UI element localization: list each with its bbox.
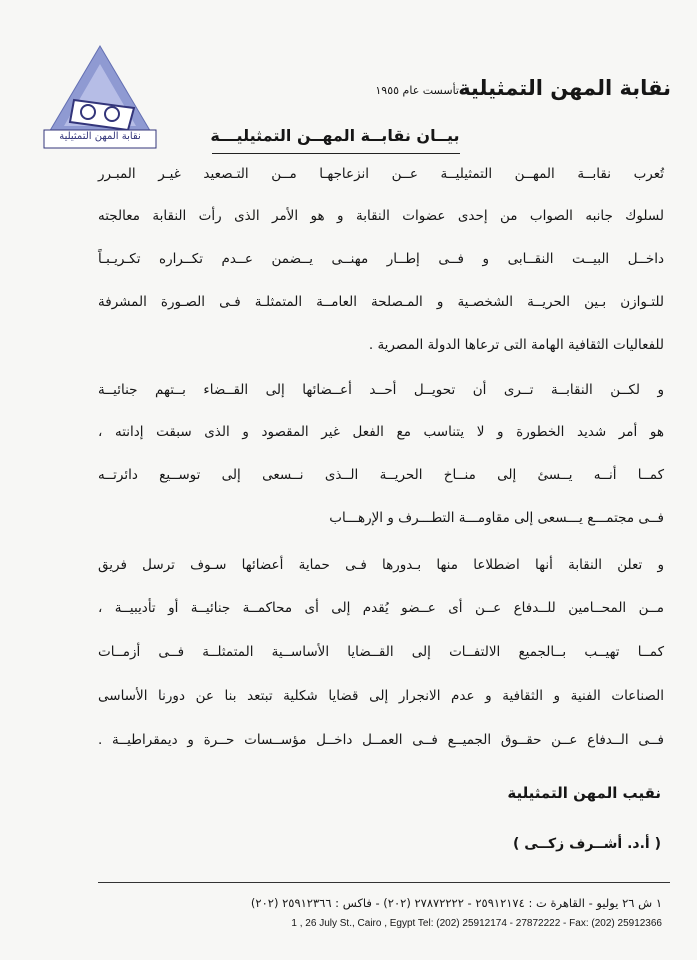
body-line: للتـوازن بـين الحريــة الشخصـية و المـصلحة العامــة المتمثلـة فـى الصـورة المشرفة (98, 294, 664, 310)
signatory-title: نقيب المهن التمثيلية (507, 784, 661, 802)
footer-address-english: 1 , 26 July St., Cairo , Egypt Tel: (202) 25912174 - 27872222 - Fax: (202) 25912366 (291, 918, 662, 929)
body-line: تُعرب نقابــة المهــن التمثيليــة عــن انزعاجهـا مــن التـصعيد غيـر المبـرر (98, 166, 664, 182)
body-line: كمــا تهيــب بــالجميع الالتفــات إلى القــضايا الأساســية المتمثلــة فــى أزمــات (98, 644, 664, 660)
body-line: داخــل البيــت النقــابى و فــى إطــار مهنــى يــضمن عــدم تكــراره تكـريـبـاً (98, 251, 664, 267)
logo-caption: نقابة المهن التمثيلية (59, 131, 141, 142)
title-underline (212, 153, 460, 154)
letterhead-title: نقابة المهن التمثيلية (458, 76, 671, 100)
body-line: كمــا أنــه يــسئ إلى منــاخ الحريــة الــذى نــسعى إلى توســيع دائرتــه (98, 467, 664, 483)
footer-divider (98, 882, 670, 883)
body-line: و لكــن النقابــة تــرى أن تحويــل أحــد أعــضائها إلى القــضاء بــتهم جنائيــة (98, 382, 664, 398)
footer-address-arabic: ١ ش ٢٦ يوليو - القاهرة ت : ٢٥٩١٢١٧٤ - ٢٧٨٧٢٢٢٢ (٢٠٢) - فاكس : ٢٥٩١٢٣٦٦ (٢٠٢) (250, 896, 662, 910)
body-line: فــى مجتمـــع يـــسعى إلى مقاومـــة التطـــرف و الإرهـــاب (329, 510, 664, 526)
statement-title: بيــان نقابــة المهــن التمثيليـــة (210, 126, 460, 145)
body-line: هو أمر شديد الخطورة و لا يتناسب مع الفعل غير المقصود و الذى سبقت إدانته ، (98, 424, 664, 440)
body-line: فــى الــدفاع عــن حقــوق الجميــع فــى العمــل داخــل مؤســسات حــرة و ديمقراطيــة . (98, 732, 664, 748)
body-line: للفعاليات الثقافية الهامة التى ترعاها الدولة المصرية . (368, 337, 664, 353)
body-line: الصناعات الفنية و الثقافية و عدم الانجرار إلى قضايا شكلية تبتعد بنا عن دورنا الأساسى (98, 688, 664, 704)
signatory-name: ( أ.د. أشــرف زكــى ) (513, 836, 661, 852)
body-line: مــن المحــامين للــدفاع عــن أى عــضو يُقدم إلى أى محاكمــة جنائيــة أو تأديبيــة ، (98, 600, 664, 616)
body-line: و تعلن النقابة أنها اضطلاعا منها بـدورها فـى حماية أعضائها سـوف ترسل فريق (98, 557, 664, 573)
body-line: لسلوك جانبه الصواب من إحدى عضوات النقابة و هو الأمر الذى رأت النقابة معالجته (98, 208, 664, 224)
founded-note: تأسست عام ١٩٥٥ (375, 84, 459, 97)
